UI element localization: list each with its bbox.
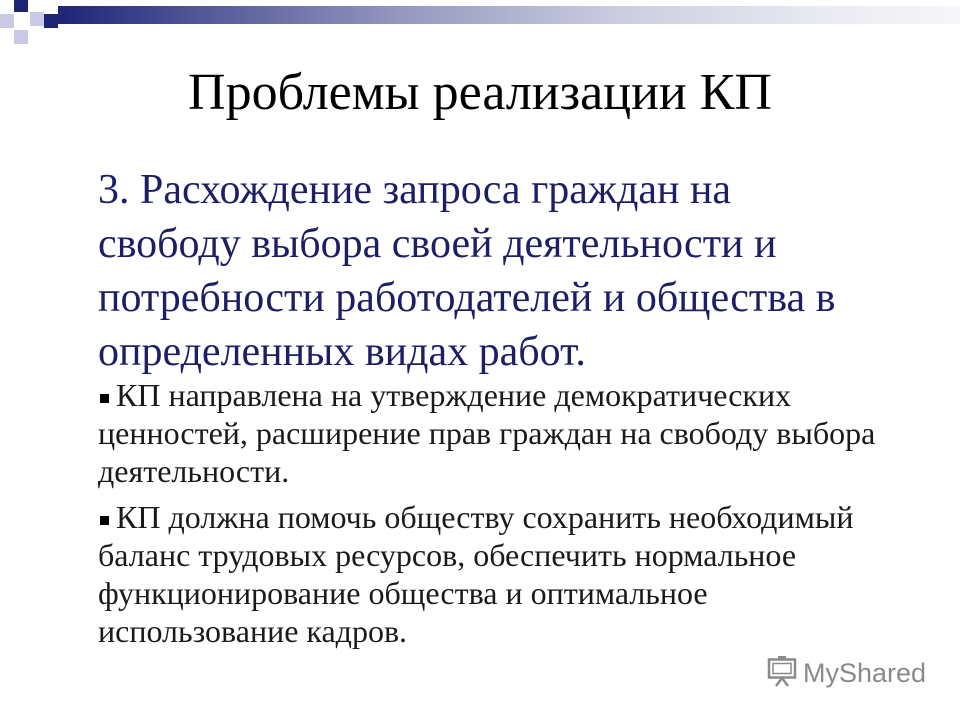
decor-square bbox=[0, 14, 14, 28]
bullet-line: функционирование общества и оптимальное bbox=[98, 575, 708, 611]
decor-square bbox=[14, 30, 28, 44]
decor-square bbox=[30, 12, 44, 26]
bullet-item bbox=[98, 498, 853, 650]
heading-line: потребности работодателей и общества в bbox=[98, 275, 836, 321]
bullet-line: использование кадров. bbox=[98, 613, 408, 649]
decor-square bbox=[44, 14, 58, 28]
heading-line: определенных видах работ. bbox=[98, 329, 586, 375]
header-gradient-bar bbox=[58, 6, 960, 24]
bullet-line: КП направлена на утверждение демократических bbox=[116, 377, 792, 413]
decor-square bbox=[14, 0, 28, 12]
presentation-board-icon bbox=[766, 655, 798, 692]
bullet-line: КП должна помочь обществу сохранить необходимый bbox=[116, 499, 854, 535]
watermark-text: MyShared bbox=[803, 657, 927, 688]
slide-heading bbox=[98, 163, 835, 379]
bullet-item bbox=[98, 376, 875, 490]
heading-line: 3. Расхождение запроса граждан на bbox=[98, 167, 732, 213]
bullet-line: деятельности. bbox=[98, 453, 290, 489]
heading-line: свободу выбора своей деятельности и bbox=[98, 221, 777, 267]
slide-title: Проблемы реализации КП bbox=[188, 64, 772, 121]
square-bullet-icon bbox=[100, 394, 109, 403]
bullet-line: ценностей, расширение прав граждан на свободу выбора bbox=[98, 415, 876, 451]
watermark-logo bbox=[766, 654, 926, 692]
square-bullet-icon bbox=[100, 516, 109, 525]
bullet-line: баланс трудовых ресурсов, обеспечить нормальное bbox=[98, 537, 797, 573]
